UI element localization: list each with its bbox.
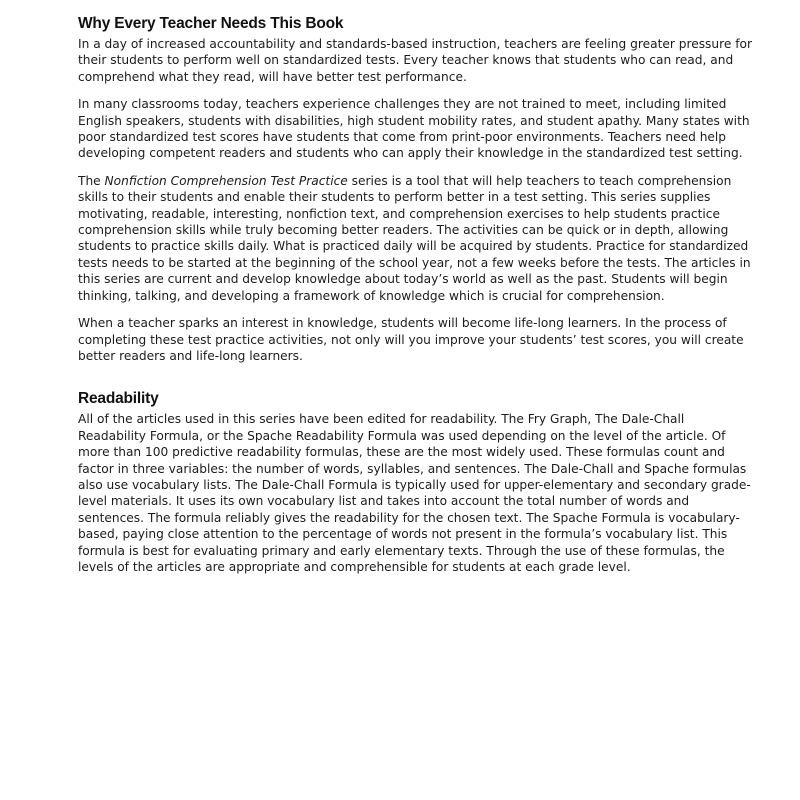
paragraph-series-description — [78, 173, 754, 304]
series-intro-text: The — [78, 173, 105, 188]
series-description-text: series is a tool that will help teachers to teach comprehension skills to their students and enable their students to perform better in a test setting. This series supplies motivating, readable, interesting, nonfiction text, and comprehension exercises to help students practice comprehension skills while truly becoming better readers. The activities can be quick or in depth, allowing students to practice skills daily. What is practiced daily will be acquired by students. Practice for standardized tests needs to be started at the beginning of the school year, not a few weeks before the tests. The articles in this series are current and develop knowledge about today’s world as well as the past. Students will begin thinking, talking, and developing a framework of knowledge which is crucial for comprehension. — [78, 173, 751, 303]
series-title: Nonfiction Comprehension Test Practice — [104, 173, 348, 188]
paragraph-life-long-learners: When a teacher sparks an interest in knowledge, students will become life-long learners. In the process of completing these test practice activities, not only will you improve your students’ test scores, you will create better readers and life-long learners. — [78, 316, 744, 363]
section-spacer — [78, 375, 754, 389]
paragraph-accountability: In a day of increased accountability and standards-based instruction, teachers are feeling greater pressure for their students to perform well on standardized tests. Every teacher knows that students who can read, and comprehend what they read, will have better test performance. — [78, 37, 753, 84]
paragraph-readability-formulas: All of the articles used in this series have been edited for readability. The Fry Graph, The Dale-Chall Readability Formula, or the Spache Readability Formula was used depending on the level of the article. Of more than 100 predictive readability formulas, these are the most widely used. These formulas count and factor in three variables: the number of words, syllables, and sentences. The Dale-Chall and Spache formulas also use vocabulary lists. The Dale-Chall Formula is typically used for upper-elementary and secondary grade-level materials. It uses its own vocabulary list and takes into account the total number of words and sentences. The formula reliably gives the readability for the chosen text. The Spache Formula is vocabulary-based, paying close attention to the percentage of words not present in the formula’s vocabulary list. This formula is best for evaluating primary and early elementary texts. Through the use of these formulas, the levels of the articles are appropriate and comprehensible for students at each grade level. — [78, 412, 751, 574]
paragraph-classroom-challenges: In many classrooms today, teachers experience challenges they are not trained to meet, including limited English speakers, students with disabilities, high student mobility rates, and student apathy. Many states with poor standardized test scores have students that come from print-poor environments. Teachers need help developing competent readers and students who can apply their knowledge in the standardized test setting. — [78, 97, 750, 161]
section-heading-readability: Readability — [78, 390, 159, 408]
section-heading-why-every-teacher: Why Every Teacher Needs This Book — [78, 15, 344, 32]
